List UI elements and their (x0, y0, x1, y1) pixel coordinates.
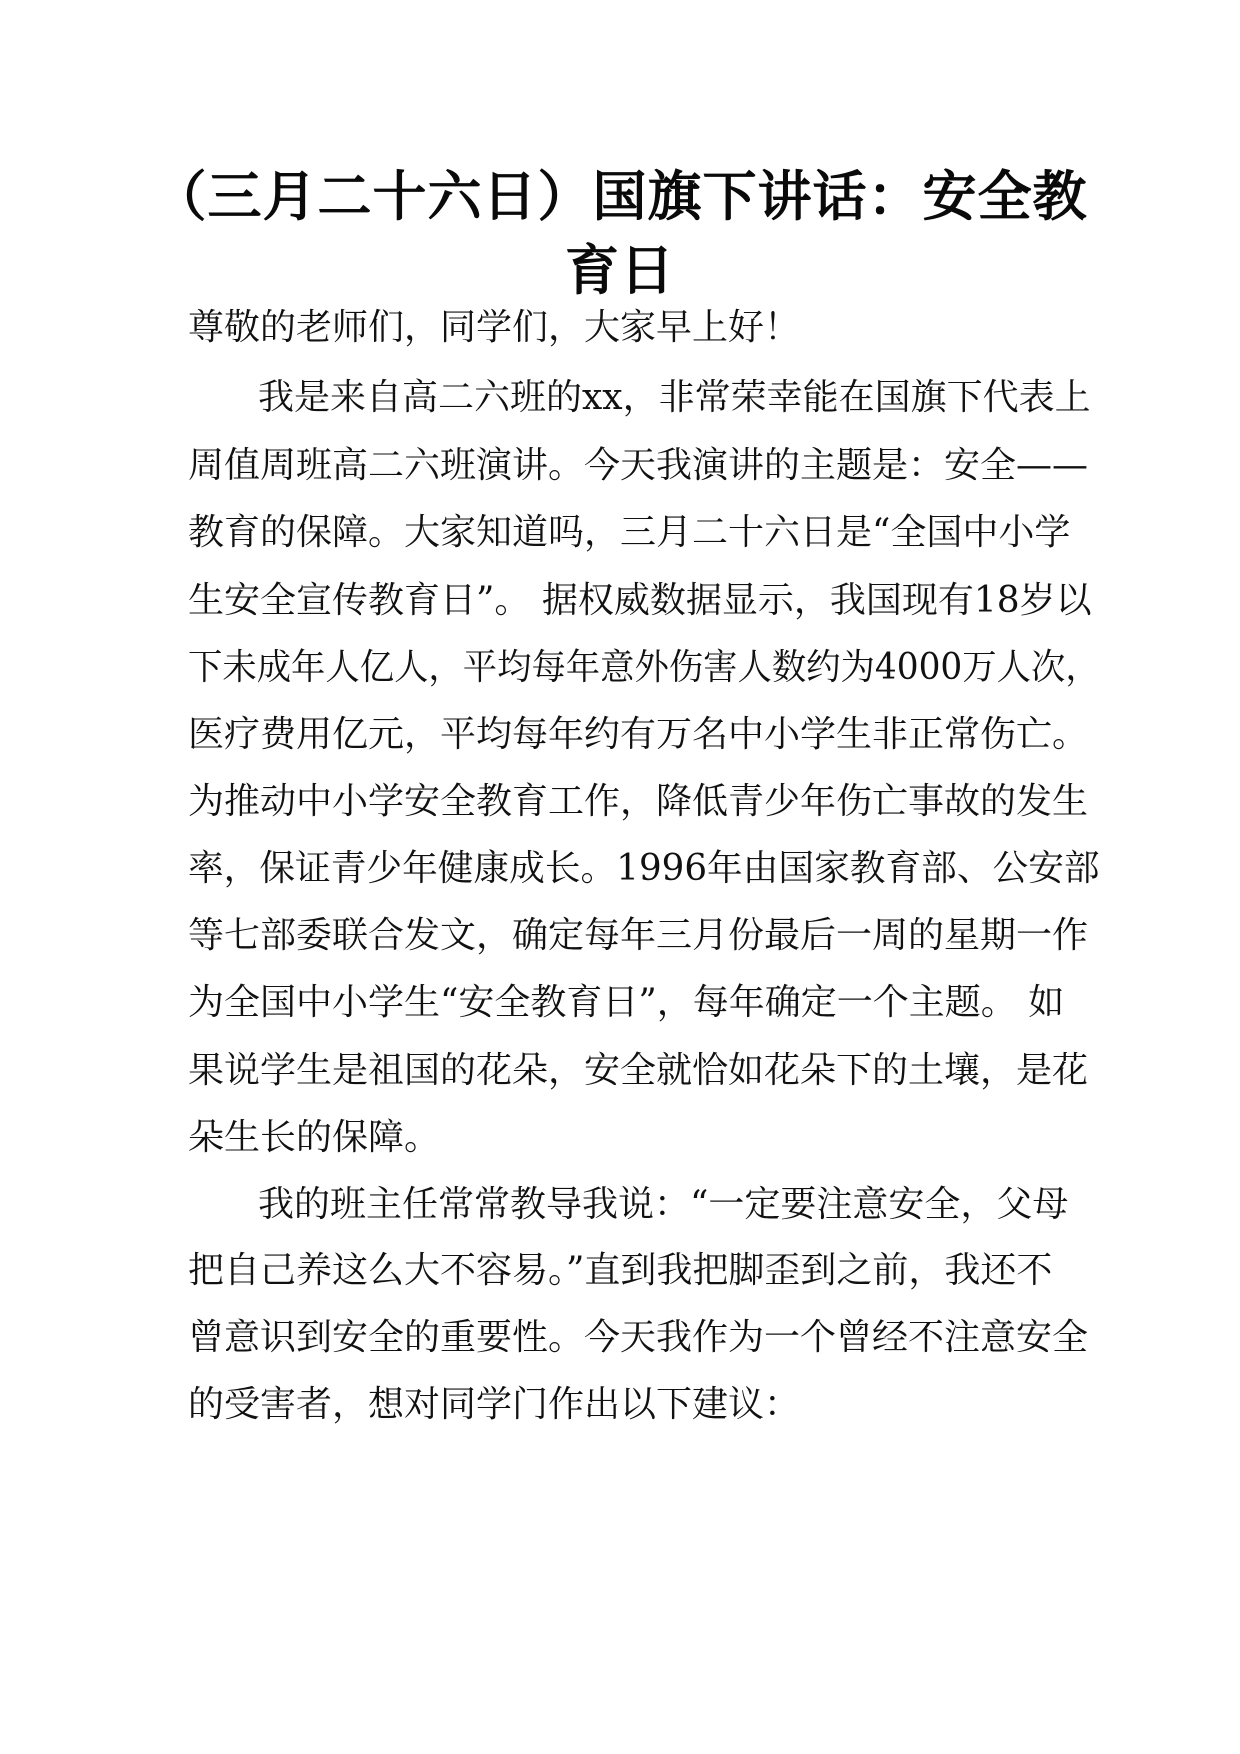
body-line: 生安全宣传教育日”。 据权威数据显示，我国现有18岁以 (188, 580, 1092, 621)
body-line-greeting: 尊敬的老师们，同学们，大家早上好！ (188, 307, 801, 348)
body-line: 教育的保障。大家知道吗，三月二十六日是“全国中小学 (188, 512, 1071, 553)
document-title-line-1: （三月二十六日）国旗下讲话：安全教 (152, 165, 1088, 228)
body-line: 为全国中小学生“安全教育日”，每年确定一个主题。 如 (188, 982, 1065, 1023)
body-line: 等七部委联合发文，确定每年三月份最后一周的星期一作 (188, 915, 1089, 956)
body-line: 为推动中小学安全教育工作，降低青少年伤亡事故的发生 (188, 781, 1089, 822)
body-line: 下未成年人亿人，平均每年意外伤害人数约为4000万人次， (188, 647, 1100, 688)
body-line: 率，保证青少年健康成长。1996年由国家教育部、公安部 (188, 848, 1100, 889)
body-line: 把自己养这么大不容易。”直到我把脚歪到之前，我还不 (188, 1250, 1053, 1291)
body-line: 朵生长的保障。 (188, 1117, 441, 1158)
body-line: 曾意识到安全的重要性。今天我作为一个曾经不注意安全 (188, 1317, 1089, 1358)
body-line: 果说学生是祖国的花朵，安全就恰如花朵下的土壤，是花 (188, 1050, 1089, 1091)
document-title-line-2: 育日 (565, 239, 675, 302)
body-line: 周值周班高二六班演讲。今天我演讲的主题是：安全—— (188, 445, 1089, 486)
body-line: 的受害者，想对同学门作出以下建议： (188, 1384, 801, 1425)
body-line: 我的班主任常常教导我说：“一定要注意安全，父母 (258, 1184, 1069, 1225)
body-line: 医疗费用亿元，平均每年约有万名中小学生非正常伤亡。 (188, 714, 1089, 755)
body-line: 我是来自高二六班的xx，非常荣幸能在国旗下代表上 (258, 377, 1091, 418)
